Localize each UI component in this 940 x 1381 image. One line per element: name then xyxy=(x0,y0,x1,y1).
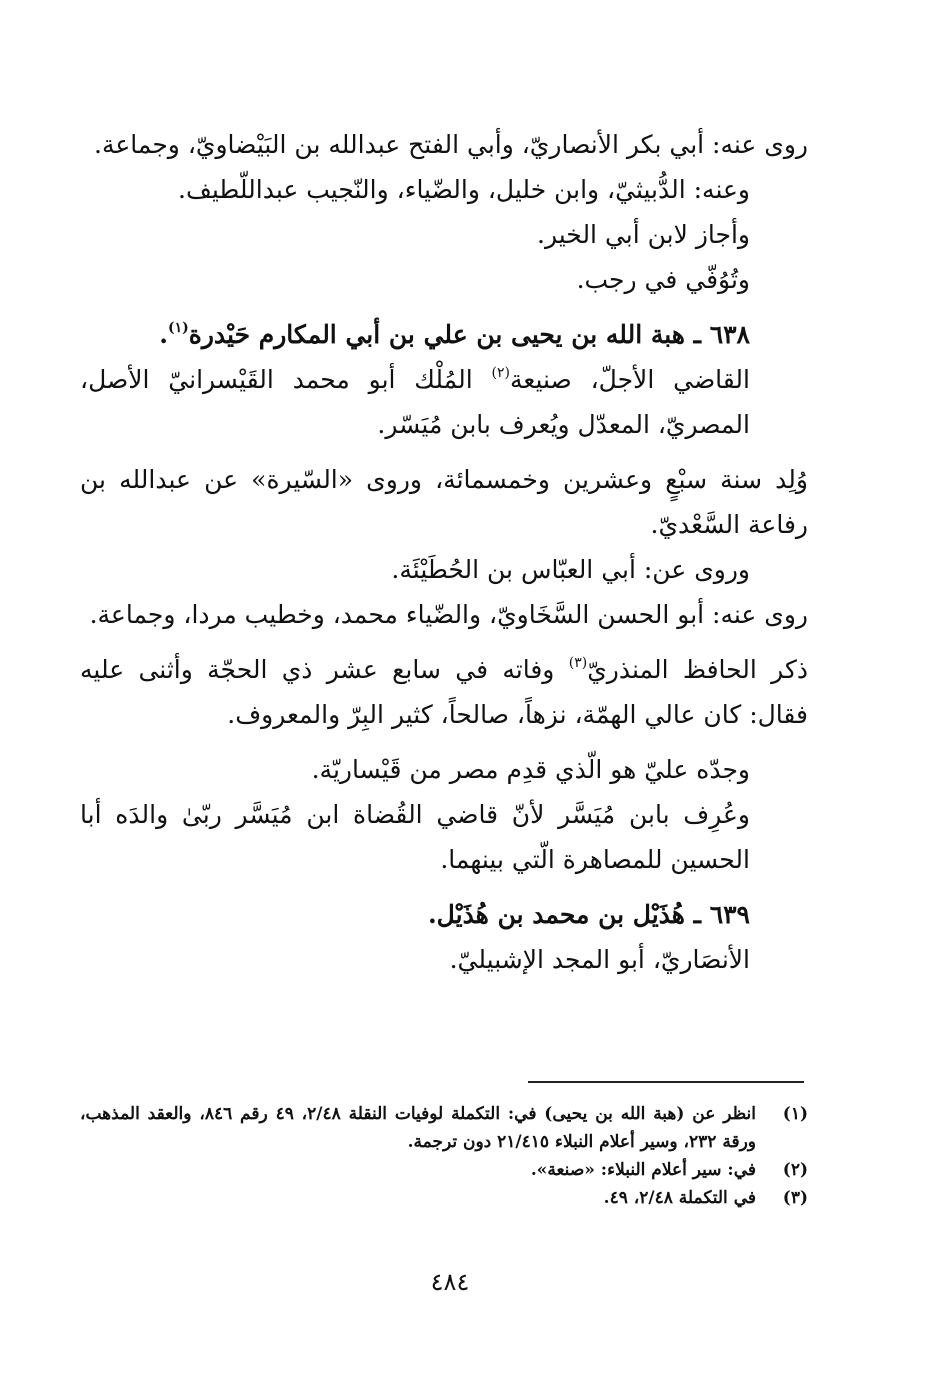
page-number: ٤٨٤ xyxy=(430,1268,470,1296)
entry-638-mundhiri-a: ذكر الحافظ المنذريّ xyxy=(587,655,808,684)
paragraph-narrators-from-him-2: وعنه: الدُّبيثيّ، وابن خليل، والضّياء، والنّجيب عبداللّطيف. xyxy=(178,175,750,204)
spacer xyxy=(80,737,808,747)
footnote-text: انظر عن (هبة الله بن يحيى) في: التكملة لوفيات النقلة ٢/٤٨، ٤٩ رقم ٨٤٦، والعقد المذهب، ورقة ٢٣٢، وسير أعلام النبلاء ٢١/٤١٥ دون ترجمة. xyxy=(80,1104,756,1152)
footnote-number: (١) xyxy=(782,1104,808,1124)
main-text xyxy=(80,122,808,982)
spacer xyxy=(80,637,808,647)
footnote-number: (٢) xyxy=(782,1160,808,1180)
spacer xyxy=(80,882,808,892)
entry-heading-638-text: ٦٣٨ ـ هبة الله بن يحيى بن علي بن أبي المكارم حَيْدرة xyxy=(188,320,750,349)
footnote-1 xyxy=(80,1100,808,1156)
footnotes xyxy=(80,1100,808,1212)
entry-638-description-b: المُلْك أبو محمد القَيْسرانيّ الأصل، المصريّ، المعدّل ويُعرف بابن مُيَسّر. xyxy=(80,365,750,439)
entry-638-known-as: وعُرِف بابن مُيَسَّر لأنّ قاضي القُضاة ابن مُيَسَّر ربّىٰ والدَه أبا الحسين للمصاهرة الّتي بينهما. xyxy=(80,800,750,874)
paragraph-narrators-from-him: روى عنه: أبي بكر الأنصاريّ، وأبي الفتح عبدالله بن البَيْضاويّ، وجماعة. xyxy=(94,130,808,159)
entry-638-grandfather: وجدّه عليّ هو الّذي قدِم مصر من قَيْساريّة. xyxy=(311,755,750,784)
footnote-3 xyxy=(80,1184,808,1212)
entry-heading-639: ٦٣٩ ـ هُذَيْل بن محمد بن هُذَيْل. xyxy=(427,900,750,929)
footnote-ref-2: (٢) xyxy=(491,365,510,381)
spacer xyxy=(80,302,808,312)
entry-638-description-a: القاضي الأجلّ، صنيعة xyxy=(509,365,750,394)
entry-heading-638-end: . xyxy=(159,320,168,349)
footnote-2 xyxy=(80,1156,808,1184)
entry-heading-638 xyxy=(80,312,808,357)
entry-638-narrated-by: روى عنه: أبو الحسن السَّخَاويّ، والضّياء محمد، وخطيب مردا، وجماعة. xyxy=(89,600,808,629)
entry-638-narrated-from: وروى عن: أبي العبّاس بن الحُطَيْئَة. xyxy=(391,555,750,584)
spacer xyxy=(80,447,808,457)
footnote-text: في: سير أعلام النبلاء: «صنعة». xyxy=(530,1160,756,1180)
footnote-number: (٣) xyxy=(782,1188,808,1208)
entry-638-mundhiri-b: وفاته في سابع عشر ذي الحجّة وأثنى عليه فقال: كان عالي الهمّة، نزهاً، صالحاً، كثير البِرّ والمعروف. xyxy=(80,655,808,729)
footnote-text: في التكملة ٢/٤٨، ٤٩. xyxy=(603,1188,756,1208)
paragraph-death: وتُوُفّي في رجب. xyxy=(576,265,750,294)
footnote-separator xyxy=(528,1081,804,1083)
entry-638-mundhiri xyxy=(80,647,808,737)
footnote-ref-1: (١) xyxy=(167,320,189,336)
entry-638-description xyxy=(80,357,808,447)
footnote-ref-3: (٣) xyxy=(568,655,588,671)
entry-638-birth: وُلِد سنة سبْعٍ وعشرين وخمسمائة، وروى «السّيرة» عن عبدالله بن رفاعة السَّعْديّ. xyxy=(80,465,808,539)
entry-639-description: الأنصَاريّ، أبو المجد الإشبيليّ. xyxy=(449,945,750,974)
paragraph-licensed: وأجاز لابن أبي الخير. xyxy=(537,220,750,249)
